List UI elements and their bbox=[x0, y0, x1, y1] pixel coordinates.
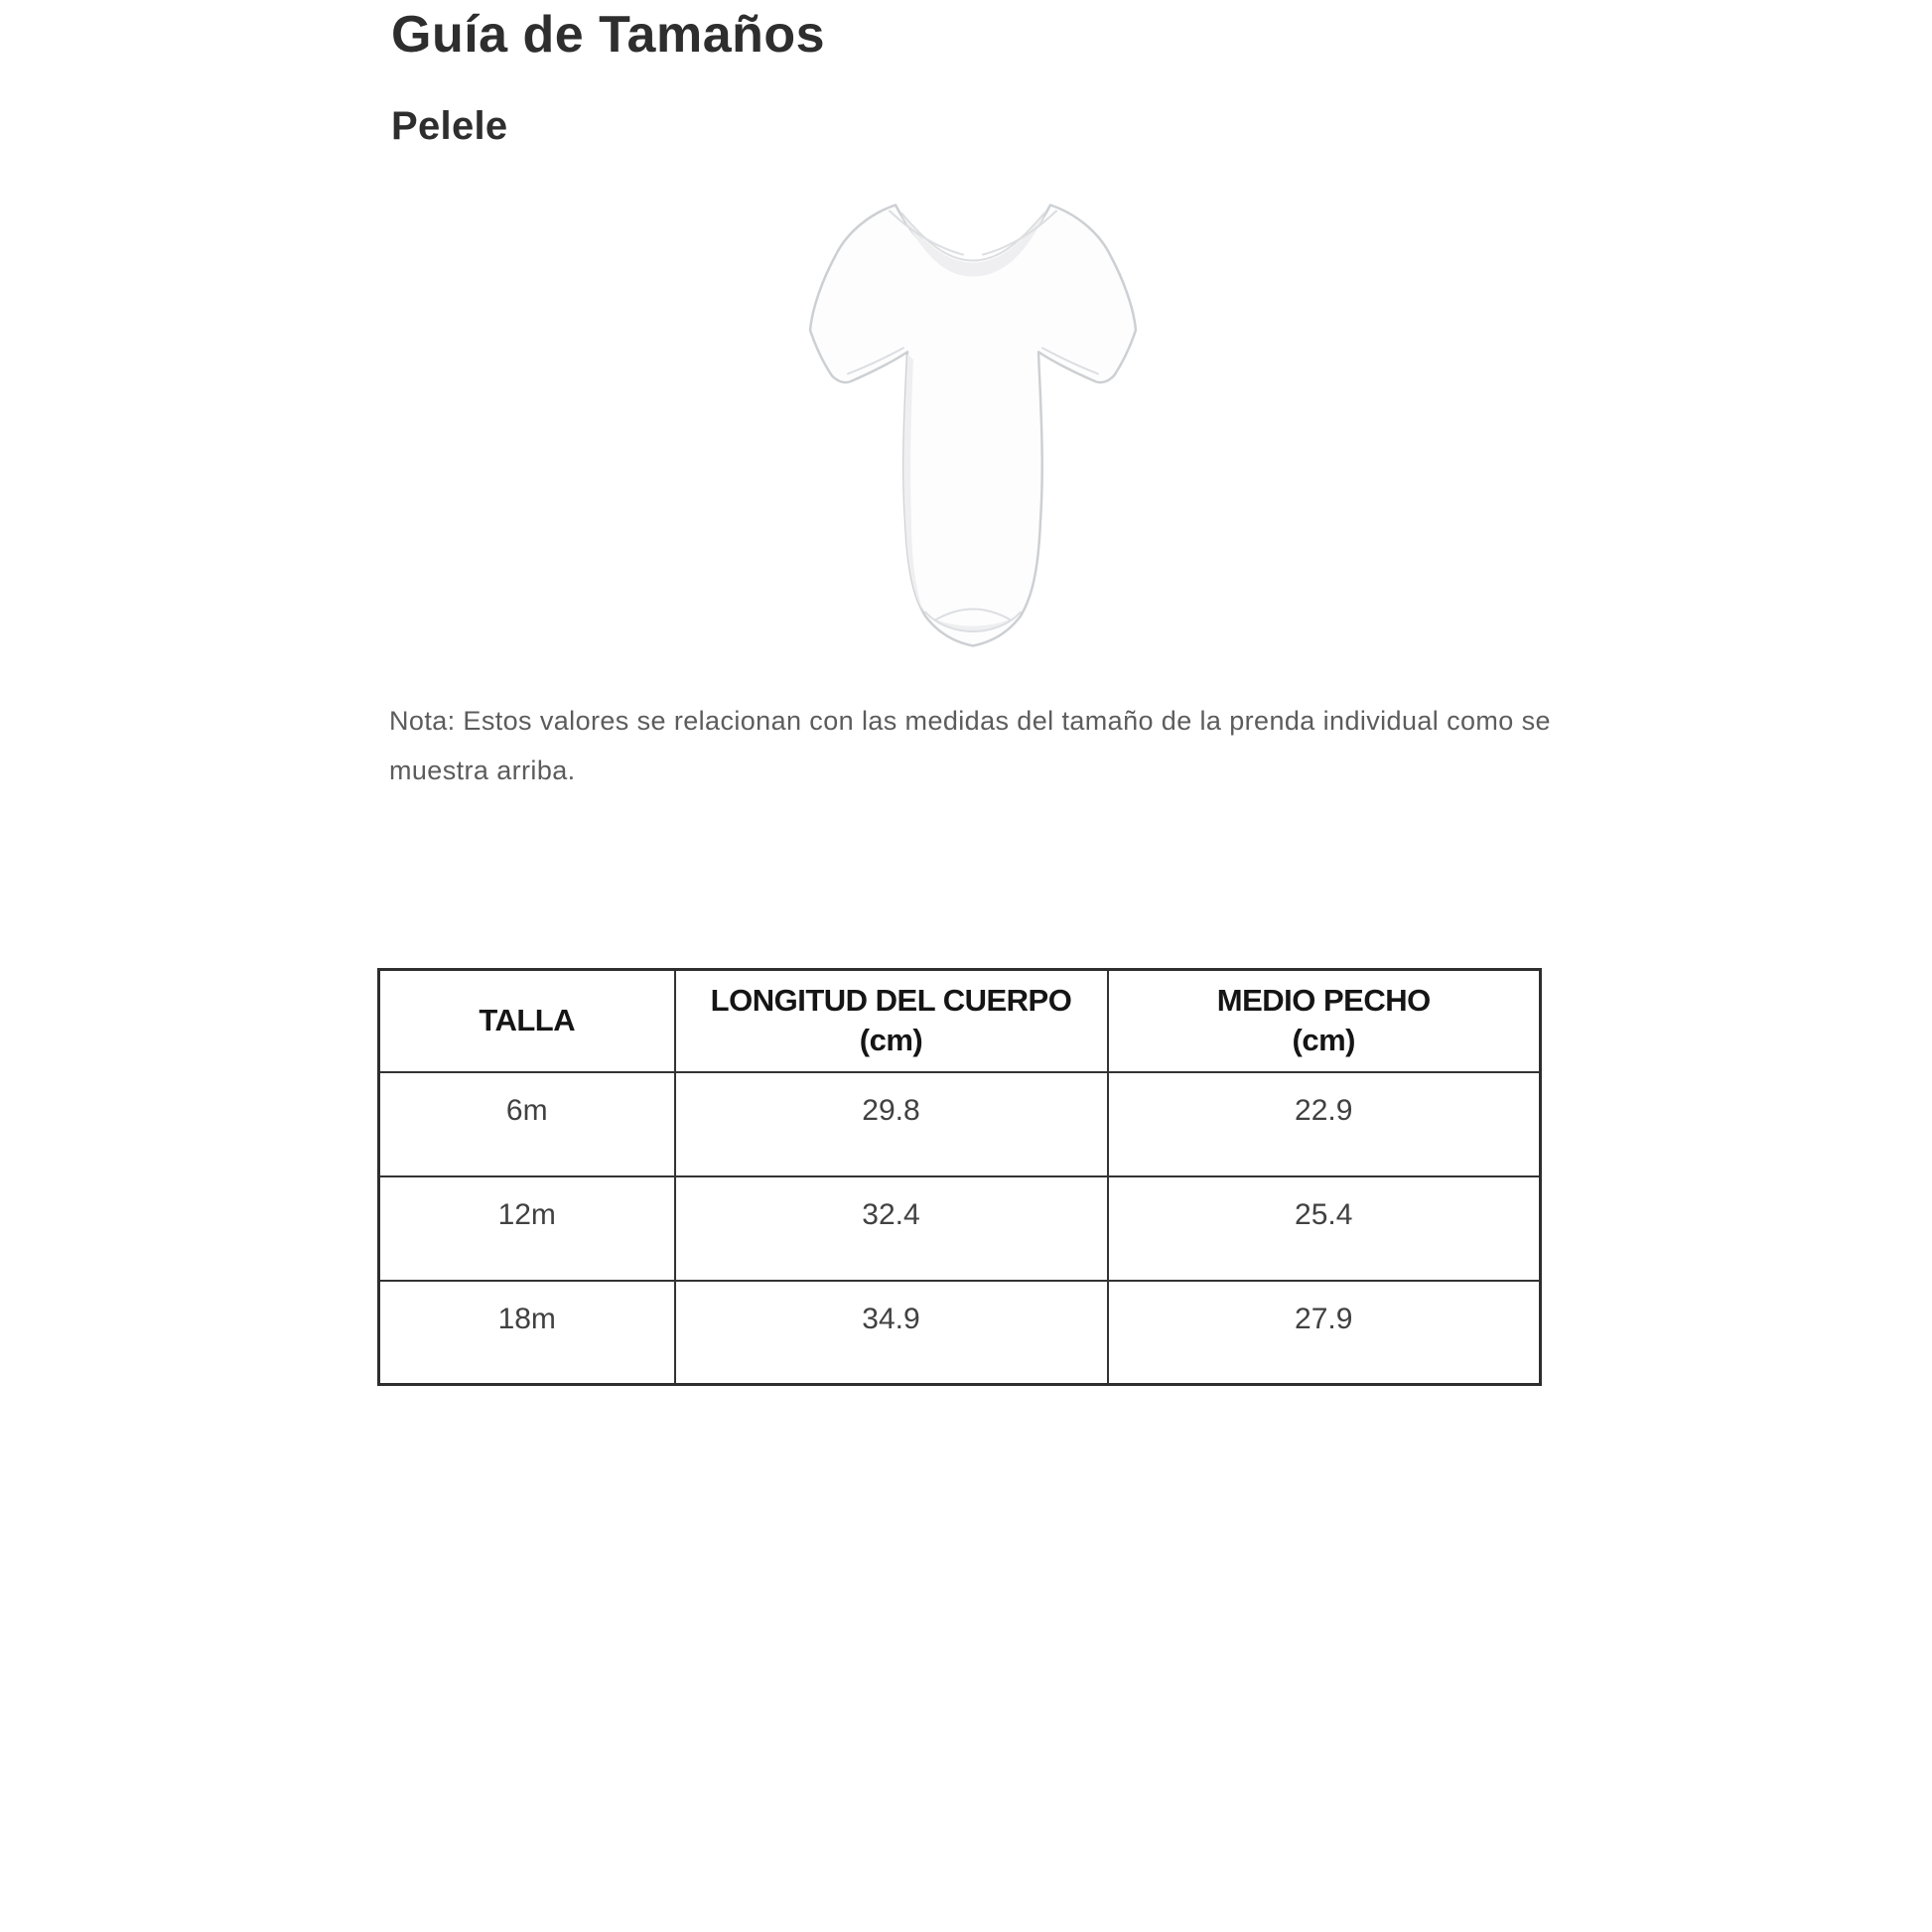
measurement-note-line2: muestra arriba. bbox=[389, 756, 576, 785]
cell-longitud: 34.9 bbox=[675, 1281, 1108, 1385]
header-label: TALLA bbox=[479, 1003, 576, 1038]
table-row bbox=[379, 1176, 1541, 1281]
product-type-subtitle: Pelele bbox=[391, 104, 508, 148]
cell-talla: 18m bbox=[379, 1281, 675, 1385]
size-table bbox=[377, 968, 1542, 1386]
header-unit: (cm) bbox=[859, 1023, 923, 1058]
cell-pecho: 27.9 bbox=[1108, 1281, 1541, 1385]
header-label: LONGITUD DEL CUERPO bbox=[710, 983, 1072, 1019]
table-row bbox=[379, 1072, 1541, 1176]
header-cell-pecho bbox=[1108, 970, 1541, 1072]
header-label: MEDIO PECHO bbox=[1216, 983, 1431, 1019]
cell-talla: 6m bbox=[379, 1072, 675, 1176]
cell-pecho: 25.4 bbox=[1108, 1176, 1541, 1281]
measurement-note-line1: Nota: Estos valores se relacionan con las medidas del tamaño de la prenda individual como se bbox=[389, 706, 1551, 736]
measurement-note bbox=[389, 696, 1620, 795]
table-row bbox=[379, 1281, 1541, 1385]
header-cell-longitud bbox=[675, 970, 1108, 1072]
cell-longitud: 32.4 bbox=[675, 1176, 1108, 1281]
header-row bbox=[379, 970, 1541, 1072]
cell-pecho: 22.9 bbox=[1108, 1072, 1541, 1176]
cell-longitud: 29.8 bbox=[675, 1072, 1108, 1176]
product-image bbox=[764, 182, 1181, 686]
onesie-image bbox=[764, 182, 1181, 686]
page-title: Guía de Tamaños bbox=[391, 6, 826, 64]
header-cell-talla bbox=[379, 970, 675, 1072]
size-table-body bbox=[379, 1072, 1541, 1385]
header-unit: (cm) bbox=[1292, 1023, 1355, 1058]
cell-talla: 12m bbox=[379, 1176, 675, 1281]
size-table-header bbox=[379, 970, 1541, 1072]
